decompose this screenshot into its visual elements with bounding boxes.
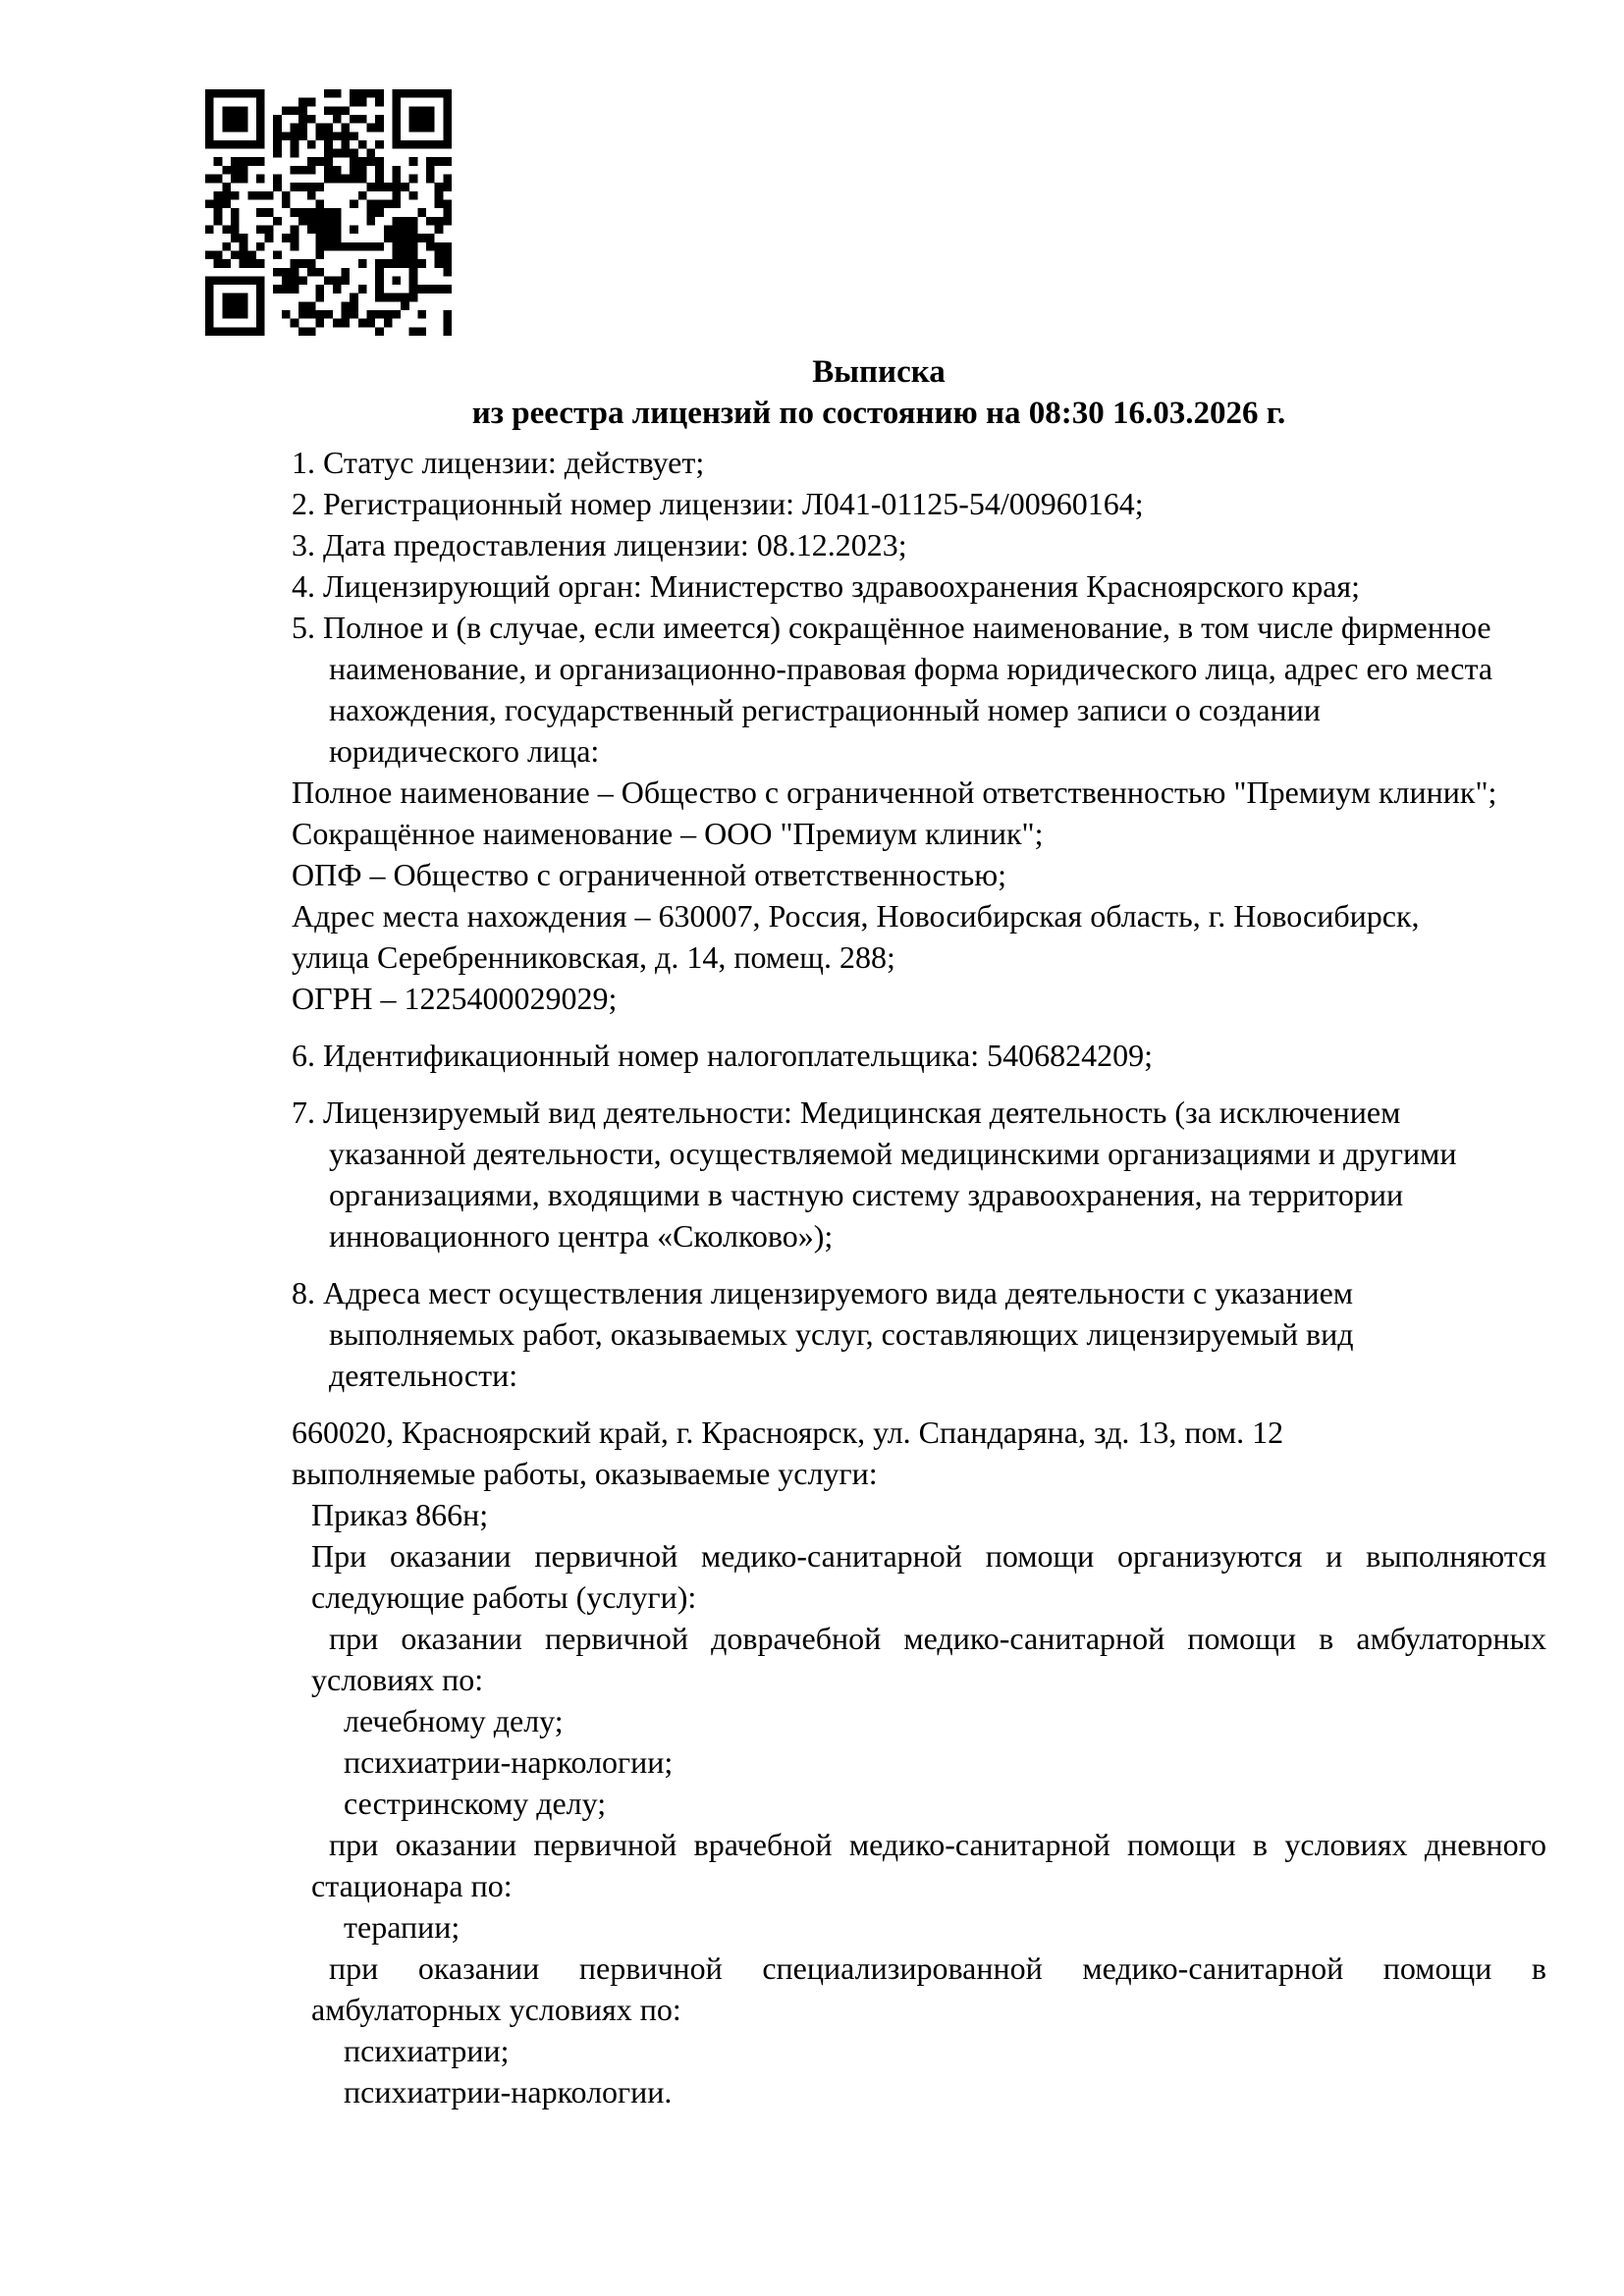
text-line: Адрес места нахождения – 630007, Россия, Новосибирская область, г. Новосибирск, bbox=[292, 898, 1420, 934]
text-line: 660020, Красноярский край, г. Красноярск, ул. Спандаряна, зд. 13, пом. 12 bbox=[292, 1415, 1284, 1450]
text-line: 5. Полное и (в случае, если имеется) сокращённое наименование, в том числе фирменное bbox=[292, 610, 1491, 645]
document-title: Выписка bbox=[812, 354, 946, 390]
text-line: инновационного центра «Сколково»); bbox=[329, 1218, 834, 1254]
text-line: следующие работы (услуги): bbox=[311, 1579, 697, 1615]
text-line: 6. Идентификационный номер налогоплательщика: 5406824209; bbox=[292, 1038, 1153, 1073]
text-line: терапии; bbox=[344, 1909, 460, 1945]
text-line: улица Серебренниковская, д. 14, помещ. 288; bbox=[292, 939, 895, 975]
text-line: 8. Адреса мест осуществления лицензируемого вида деятельности с указанием bbox=[292, 1275, 1354, 1310]
text-line: условиях по: bbox=[311, 1662, 484, 1697]
text-line: 4. Лицензирующий орган: Министерство здравоохранения Красноярского края; bbox=[292, 568, 1360, 604]
text-line: При оказании первичной медико-санитарной помощи организуются и выполняются bbox=[311, 1538, 1546, 1574]
document-subtitle: из реестра лицензий по состоянию на 08:30 16.03.2026 г. bbox=[471, 396, 1286, 431]
text-line: 7. Лицензируемый вид деятельности: Медицинская деятельность (за исключением bbox=[292, 1095, 1401, 1130]
text-line: сестринскому делу; bbox=[344, 1786, 607, 1821]
document-text bbox=[292, 442, 1546, 2112]
text-line: при оказании первичной специализированной медико-санитарной помощи в bbox=[329, 1950, 1546, 1986]
text-line: выполняемых работ, оказываемых услуг, составляющих лицензируемый вид bbox=[329, 1316, 1354, 1352]
text-line: психиатрии-наркологии. bbox=[344, 2074, 673, 2109]
text-line: при оказании первичной доврачебной медико-санитарной помощи в амбулаторных bbox=[329, 1621, 1546, 1656]
text-line: наименование, и организационно-правовая форма юридического лица, адрес его места bbox=[329, 651, 1493, 686]
text-line: психиатрии; bbox=[344, 2033, 510, 2068]
text-line: Приказ 866н; bbox=[311, 1497, 489, 1532]
text-line: 3. Дата предоставления лицензии: 08.12.2023; bbox=[292, 527, 907, 562]
text-line: 2. Регистрационный номер лицензии: Л041-01125-54/00960164; bbox=[292, 486, 1144, 521]
text-line: амбулаторных условиях по: bbox=[311, 1992, 681, 2027]
text-line: при оказании первичной врачебной медико-санитарной помощи в условиях дневного bbox=[329, 1827, 1546, 1862]
document-body bbox=[292, 351, 1546, 2112]
text-line: 1. Статус лицензии: действует; bbox=[292, 445, 705, 480]
text-line: психиатрии-наркологии; bbox=[344, 1744, 674, 1780]
text-line: ОПФ – Общество с ограниченной ответственностью; bbox=[292, 857, 1007, 892]
text-line: Сокращённое наименование – ООО "Премиум клиник"; bbox=[292, 816, 1044, 851]
text-line: юридического лица: bbox=[329, 733, 600, 769]
text-line: указанной деятельности, осуществляемой медицинскими организациями и другими bbox=[329, 1136, 1457, 1171]
text-line: лечебному делу; bbox=[344, 1703, 564, 1738]
text-line: стационара по: bbox=[311, 1868, 513, 1903]
text-line: Полное наименование – Общество с ограниченной ответственностью "Премиум клиник"; bbox=[292, 774, 1497, 810]
document-header bbox=[292, 351, 1546, 434]
qr-code-icon bbox=[205, 89, 452, 339]
text-line: выполняемые работы, оказываемые услуги: bbox=[292, 1456, 878, 1491]
text-line: нахождения, государственный регистрационный номер записи о создании bbox=[329, 692, 1321, 727]
text-line: ОГРН – 1225400029029; bbox=[292, 981, 618, 1016]
text-line: деятельности: bbox=[329, 1358, 518, 1393]
text-line: организациями, входящими в частную систему здравоохранения, на территории bbox=[329, 1177, 1404, 1212]
